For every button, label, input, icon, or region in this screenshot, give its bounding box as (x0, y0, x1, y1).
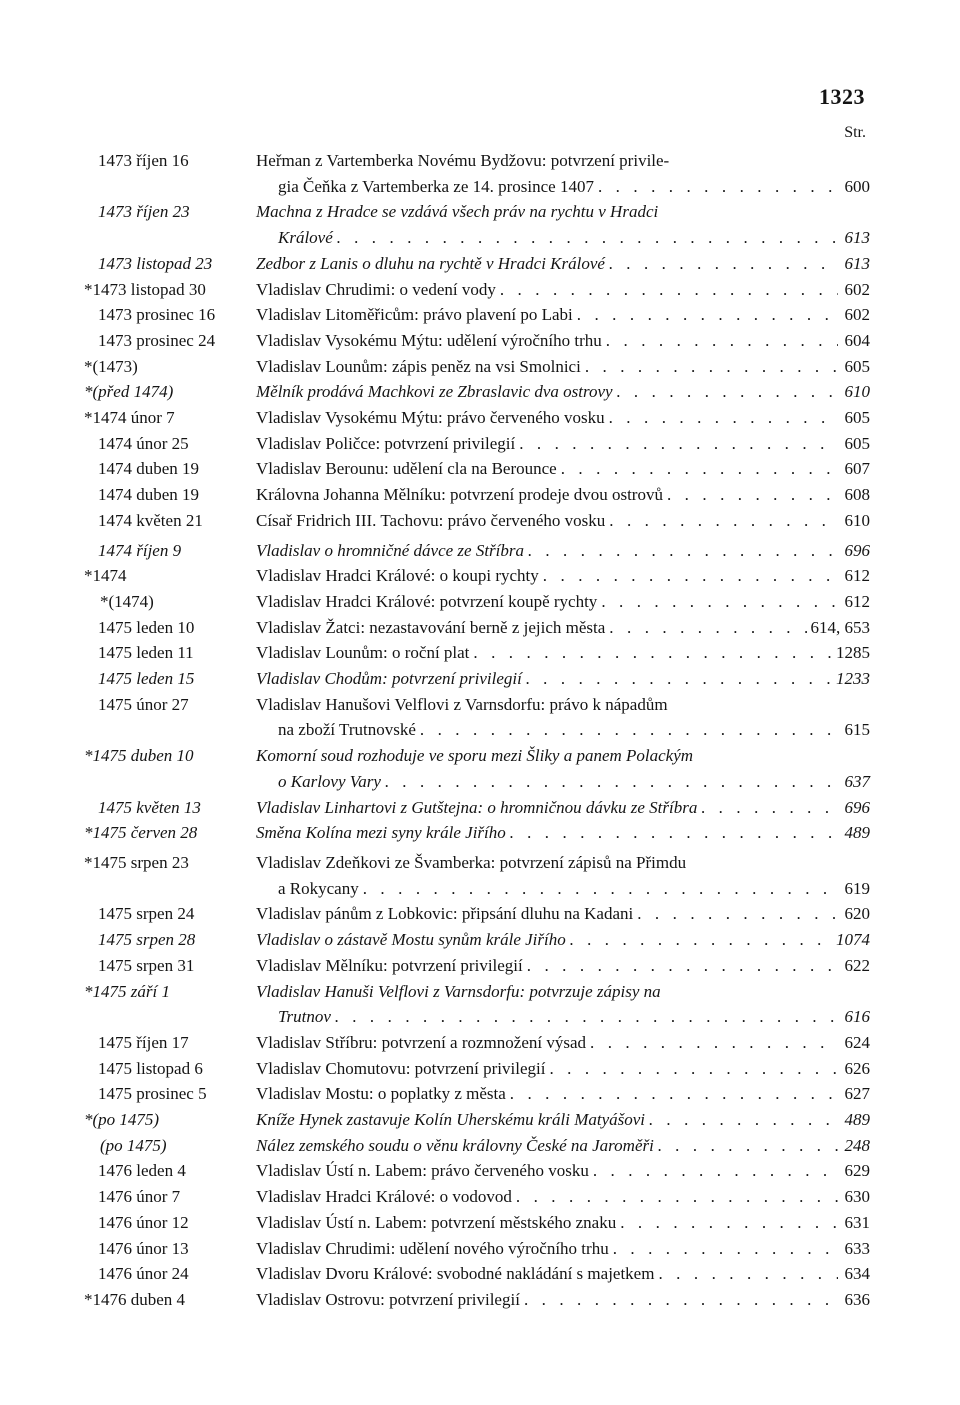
entry-description: Vladislav pánům z Lobkovic: připsání dluhu na Kadani (256, 904, 634, 924)
dot-leader (581, 354, 838, 380)
entry-description: Zedbor z Lanis o dluhu na rychtě v Hradci Králové (256, 253, 605, 273)
entry-description: Vladislav Chomutovu: potvrzení privilegií (256, 1058, 546, 1078)
entry-body (256, 743, 870, 794)
entry-page-ref: 610 (844, 382, 870, 402)
entry-description: Vladislav Zdeňkovi ze Švamberka: potvrzení zápisů na Přimdu (256, 852, 687, 872)
entry-line (256, 328, 870, 354)
entry-page-ref: 1233 (836, 669, 870, 689)
entry-date: 1475 únor 27 (98, 694, 189, 714)
index-entry (84, 1158, 870, 1184)
entry-page-ref: 489 (844, 823, 870, 843)
index-entry (84, 277, 870, 303)
dot-leader (520, 1287, 838, 1313)
index-entry (84, 199, 870, 250)
entry-page-ref: 624 (844, 1032, 870, 1052)
entry-page-ref: 600 (844, 176, 870, 196)
dot-leader (469, 640, 832, 666)
entry-date: 1476 únor 13 (98, 1238, 189, 1258)
entry-description: Vladislav Vysokému Mýtu: udělení výročního trhu (256, 330, 602, 350)
entry-body (256, 1236, 870, 1262)
dot-leader (359, 876, 838, 902)
entry-description: Vladislav Lounům: o roční plat (256, 643, 470, 663)
index-entry (84, 979, 870, 1030)
entry-description: Vladislav Chrudimi: o vedení vody (256, 279, 496, 299)
entry-page-ref: 616 (844, 1007, 870, 1027)
index-entry (84, 927, 870, 953)
entry-description: Heřman z Vartemberka Novému Bydžovu: potvrzení privile- (256, 151, 670, 170)
entry-description: Vladislav o zástavě Mostu synům krále Jiřího (256, 930, 566, 950)
index-entry (84, 1184, 870, 1210)
entry-list (84, 148, 870, 1313)
entry-body (256, 589, 870, 615)
entry-page-ref: 614, 653 (810, 617, 870, 637)
dot-leader (616, 1210, 838, 1236)
entry-page-ref: 627 (844, 1084, 870, 1104)
entry-date: *1475 srpen 23 (84, 852, 189, 872)
dot-leader (697, 795, 838, 821)
entry-body (256, 820, 870, 846)
entry-description: Vladislav Dvoru Králové: svobodné nakládání s majetkem (256, 1264, 655, 1284)
entry-date: 1475 srpen 31 (98, 955, 195, 975)
entry-page-ref: 626 (844, 1058, 870, 1078)
entry-date: (po 1475) (100, 1135, 167, 1155)
entry-body (256, 199, 870, 250)
index-entry (84, 1287, 870, 1313)
entry-description: Vladislav Hanušovi Velflovi z Varnsdorfu: právo k nápadům (256, 694, 668, 714)
entry-body (256, 405, 870, 431)
index-entry (84, 538, 870, 564)
entry-line (256, 354, 870, 380)
entry-line (256, 615, 870, 641)
index-entry (84, 148, 870, 199)
entry-body (256, 482, 870, 508)
entry-page-ref: 619 (844, 878, 870, 898)
index-entry (84, 354, 870, 380)
entry-description: Vladislav Žatci: nezastavování berně z jejich města (256, 617, 606, 637)
entry-date: 1474 duben 19 (98, 459, 200, 479)
index-entry (84, 743, 870, 794)
entry-page-ref: 605 (844, 356, 870, 376)
entry-description: Kníže Hynek zastavuje Kolín Uherskému králi Matyášovi (256, 1110, 646, 1130)
dot-leader (545, 1056, 838, 1082)
entry-body (256, 640, 870, 666)
entry-description: Vladislav Ostrovu: potvrzení privilegií (256, 1289, 520, 1309)
entry-line (256, 1158, 870, 1184)
entry-line (256, 148, 870, 174)
index-entry (84, 251, 870, 277)
entry-date: *1475 červen 28 (84, 823, 198, 843)
entry-line (256, 431, 870, 457)
entry-page-ref: 633 (844, 1238, 870, 1258)
entry-description: Vladislav Chodům: potvrzení privilegií (256, 669, 522, 689)
entry-body (256, 379, 870, 405)
dot-leader (594, 174, 838, 200)
entry-line (256, 405, 870, 431)
entry-body (256, 1287, 870, 1313)
entry-line (256, 666, 870, 692)
entry-description: Vladislav Litoměřicům: právo plavení po Labi (256, 305, 573, 325)
entry-date: 1473 říjen 23 (98, 202, 190, 222)
entry-date: 1475 leden 15 (98, 669, 195, 689)
entry-body (256, 1261, 870, 1287)
entry-line (256, 717, 870, 743)
entry-description: Vladislav Chrudimi: udělení nového výročního trhu (256, 1238, 609, 1258)
entry-date: *1474 únor 7 (84, 408, 175, 428)
entry-date: 1474 únor 25 (98, 433, 189, 453)
dot-leader (523, 953, 838, 979)
index-entry (84, 456, 870, 482)
entry-body (256, 563, 870, 589)
entry-page-ref: 615 (844, 720, 870, 740)
entry-page-ref: 696 (844, 797, 870, 817)
entry-body (256, 1184, 870, 1210)
entry-body (256, 1133, 870, 1159)
entry-date: *(po 1475) (84, 1110, 160, 1130)
entry-line (256, 456, 870, 482)
entry-body (256, 927, 870, 953)
entry-page-ref: 605 (844, 408, 870, 428)
entry-date: 1475 leden 10 (98, 617, 195, 637)
dot-leader (573, 302, 838, 328)
entry-body (256, 277, 870, 303)
entry-date: 1475 leden 11 (98, 643, 194, 663)
dot-leader (566, 927, 832, 953)
entry-body (256, 1107, 870, 1133)
dot-leader (589, 1158, 838, 1184)
dot-leader (416, 717, 838, 743)
entry-description: Vladislav Hradci Králové: o koupi rychty (256, 566, 539, 586)
entry-line (256, 692, 870, 718)
entry-description: Vladislav Mělníku: potvrzení privilegií (256, 955, 523, 975)
entry-date: 1476 únor 24 (98, 1264, 189, 1284)
index-entry (84, 1107, 870, 1133)
entry-body (256, 850, 870, 901)
dot-leader (522, 666, 832, 692)
dot-leader (609, 1236, 838, 1262)
entry-body (256, 953, 870, 979)
entry-page-ref: 634 (844, 1264, 870, 1284)
entry-body (256, 795, 870, 821)
entry-body (256, 251, 870, 277)
entry-line (256, 199, 870, 225)
entry-description: Trutnov (278, 1007, 331, 1027)
dot-leader (331, 1004, 838, 1030)
entry-date: 1475 srpen 28 (98, 930, 196, 950)
dot-leader (605, 251, 838, 277)
entry-body (256, 1056, 870, 1082)
entry-description: Vladislav Hanuši Velflovi z Varnsdorfu: potvrzuje zápisy na (256, 981, 661, 1001)
entry-page-ref: 610 (844, 510, 870, 530)
entry-page-ref: 613 (844, 228, 870, 248)
entry-date: 1473 listopad 23 (98, 253, 213, 273)
entry-date: 1475 listopad 6 (98, 1058, 203, 1078)
entry-date: *(před 1474) (84, 382, 174, 402)
dot-leader (506, 1081, 838, 1107)
entry-page-ref: 604 (844, 330, 870, 350)
index-entry (84, 563, 870, 589)
index-entry (84, 901, 870, 927)
entry-description: Vladislav Hradci Králové: o vodovod (256, 1187, 512, 1207)
entry-description: Vladislav Mostu: o poplatky z města (256, 1084, 506, 1104)
entry-line (256, 563, 870, 589)
index-entry (84, 328, 870, 354)
entry-description: Vladislav Hradci Králové: potvrzení koupě rychty (256, 591, 598, 611)
entry-description: Královna Johanna Mělníku: potvrzení prodeje dvou ostrovů (256, 485, 663, 505)
entry-body (256, 1081, 870, 1107)
entry-line (256, 482, 870, 508)
entry-line (256, 379, 870, 405)
entry-page-ref: 631 (844, 1212, 870, 1232)
dot-leader (654, 1261, 838, 1287)
entry-line (256, 876, 870, 902)
entry-description: na zboží Trutnovské (278, 720, 416, 740)
entry-line (256, 277, 870, 303)
entry-line (256, 1107, 870, 1133)
entry-description: Směna Kolína mezi syny krále Jiřího (256, 823, 506, 843)
entry-body (256, 354, 870, 380)
entry-date: 1476 leden 4 (98, 1161, 186, 1181)
index-entry (84, 589, 870, 615)
entry-line (256, 1056, 870, 1082)
entry-description: Nález zemského soudu o věnu královny České na Jaroměři (256, 1135, 654, 1155)
entry-line (256, 538, 870, 564)
entry-description: gia Čeňka z Vartemberka ze 14. prosince 1407 (278, 176, 594, 196)
entry-body (256, 692, 870, 743)
index-entry (84, 692, 870, 743)
entry-body (256, 148, 870, 199)
entry-date: 1475 květen 13 (98, 797, 201, 817)
entry-line (256, 1287, 870, 1313)
entry-body (256, 1210, 870, 1236)
entry-line (256, 174, 870, 200)
entry-description: Komorní soud rozhoduje ve sporu mezi Šliky a panem Polackým (256, 746, 694, 766)
index-entry (84, 508, 870, 534)
index-entry (84, 1236, 870, 1262)
entry-line (256, 1210, 870, 1236)
entry-body (256, 901, 870, 927)
dot-leader (654, 1133, 838, 1159)
index-entry (84, 482, 870, 508)
entry-page-ref: 613 (844, 253, 870, 273)
entry-page-ref: 1074 (836, 930, 870, 950)
page-number: 1323 (819, 84, 865, 109)
index-entry (84, 640, 870, 666)
entry-page-ref: 612 (844, 566, 870, 586)
index-entry (84, 820, 870, 846)
entry-description: Císař Fridrich III. Tachovu: právo červeného vosku (256, 510, 606, 530)
dot-leader (539, 563, 838, 589)
entry-line (256, 1236, 870, 1262)
entry-page-ref: 636 (844, 1289, 870, 1309)
entry-line (256, 1261, 870, 1287)
entry-body (256, 1158, 870, 1184)
entry-description: Vladislav Ústí n. Labem: potvrzení městského znaku (256, 1212, 617, 1232)
entry-description: Králové (278, 228, 333, 248)
entry-date: 1475 říjen 17 (98, 1032, 189, 1052)
entry-line (256, 589, 870, 615)
entry-date: 1473 prosinec 24 (98, 330, 216, 350)
dot-leader (605, 508, 838, 534)
entry-description: Mělník prodává Machkovi ze Zbraslavic dva ostrovy (256, 382, 613, 402)
entry-page-ref: 612 (844, 591, 870, 611)
dot-leader (524, 538, 838, 564)
entry-body (256, 666, 870, 692)
index-entry (84, 1081, 870, 1107)
entry-line (256, 1133, 870, 1159)
entry-line (256, 953, 870, 979)
entry-date: *1473 listopad 30 (84, 279, 206, 299)
index-entry (84, 1056, 870, 1082)
entry-page-ref: 630 (844, 1187, 870, 1207)
index-entry (84, 615, 870, 641)
entry-date: 1475 srpen 24 (98, 904, 195, 924)
entry-body (256, 508, 870, 534)
entry-line (256, 927, 870, 953)
entry-date: *1474 (84, 566, 127, 586)
entry-line (256, 769, 870, 795)
entry-date: 1474 říjen 9 (98, 540, 182, 560)
entry-description: Vladislav Stříbru: potvrzení a rozmnožení výsad (256, 1032, 586, 1052)
entry-body (256, 456, 870, 482)
entry-description: Vladislav Vysokému Mýtu: právo červeného vosku (256, 408, 605, 428)
entry-description: Vladislav Ústí n. Labem: právo červeného vosku (256, 1161, 589, 1181)
index-entry (84, 405, 870, 431)
entry-line (256, 850, 870, 876)
index-entry (84, 302, 870, 328)
entry-page-ref: 607 (844, 459, 870, 479)
entry-line (256, 820, 870, 846)
dot-leader (597, 589, 838, 615)
dot-leader (515, 431, 838, 457)
entry-page-ref: 602 (844, 279, 870, 299)
dot-leader (663, 482, 838, 508)
index-entry (84, 795, 870, 821)
entry-line (256, 743, 870, 769)
entry-line (256, 508, 870, 534)
dot-leader (381, 769, 838, 795)
entry-page-ref: 605 (844, 433, 870, 453)
index-entry (84, 1133, 870, 1159)
dot-leader (506, 820, 838, 846)
index-entry (84, 953, 870, 979)
dot-leader (645, 1107, 838, 1133)
entry-date: 1473 prosinec 16 (98, 305, 216, 325)
entry-body (256, 1030, 870, 1056)
entry-line (256, 1004, 870, 1030)
page-column-label: Str. (844, 124, 866, 141)
dot-leader (613, 379, 838, 405)
dot-leader (586, 1030, 838, 1056)
entry-date: *1476 duben 4 (84, 1289, 186, 1309)
entry-page-ref: 696 (844, 540, 870, 560)
entry-line (256, 1030, 870, 1056)
entry-page-ref: 637 (844, 771, 870, 791)
entry-line (256, 979, 870, 1005)
entry-description: Vladislav Berounu: udělení cla na Berounce (256, 459, 557, 479)
entry-description: Vladislav o hromničné dávce ze Stříbra (256, 540, 525, 560)
entry-date: *1475 duben 10 (84, 746, 194, 766)
entry-date: *1475 září 1 (84, 981, 170, 1001)
entry-line (256, 225, 870, 251)
entry-date: 1476 únor 12 (98, 1212, 189, 1232)
entry-line (256, 251, 870, 277)
dot-leader (602, 328, 838, 354)
entry-date: 1476 únor 7 (98, 1187, 181, 1207)
entry-body (256, 302, 870, 328)
entry-body (256, 431, 870, 457)
dot-leader (496, 277, 838, 303)
entry-description: Vladislav Lounům: zápis peněz na vsi Smolnici (256, 356, 581, 376)
entry-page-ref: 629 (844, 1161, 870, 1181)
entry-description: Vladislav Linhartovi z Gutštejna: o hromničnou dávku ze Stříbra (256, 797, 698, 817)
entry-line (256, 302, 870, 328)
entry-date: 1474 duben 19 (98, 485, 200, 505)
entry-line (256, 1184, 870, 1210)
entry-description: Machna z Hradce se vzdává všech práv na rychtu v Hradci (256, 202, 659, 222)
entry-page-ref: 602 (844, 305, 870, 325)
entry-line (256, 1081, 870, 1107)
index-entry (84, 1210, 870, 1236)
entry-date: *(1474) (100, 591, 154, 611)
index-entry (84, 1261, 870, 1287)
dot-leader (333, 225, 838, 251)
entry-page-ref: 620 (844, 904, 870, 924)
index-entry (84, 431, 870, 457)
entry-page-ref: 622 (844, 955, 870, 975)
index-entry (84, 850, 870, 901)
entry-line (256, 640, 870, 666)
entry-line (256, 795, 870, 821)
entry-date: 1474 květen 21 (98, 510, 203, 530)
dot-leader (605, 615, 806, 641)
dot-leader (633, 901, 838, 927)
entry-page-ref: 1285 (836, 643, 870, 663)
entry-page-ref: 608 (844, 485, 870, 505)
entry-page-ref: 248 (844, 1135, 870, 1155)
entry-body (256, 615, 870, 641)
dot-leader (557, 456, 838, 482)
entry-description: a Rokycany (278, 878, 359, 898)
entry-page-ref: 489 (844, 1110, 870, 1130)
entry-body (256, 328, 870, 354)
index-entry (84, 666, 870, 692)
dot-leader (512, 1184, 838, 1210)
index-entry (84, 379, 870, 405)
entry-body (256, 538, 870, 564)
entry-date: 1473 říjen 16 (98, 151, 189, 170)
dot-leader (605, 405, 838, 431)
entry-description: o Karlovy Vary (278, 771, 381, 791)
entry-body (256, 979, 870, 1030)
entry-description: Vladislav Poličce: potvrzení privilegií (256, 433, 516, 453)
entry-date: 1475 prosinec 5 (98, 1084, 207, 1104)
index-entry (84, 1030, 870, 1056)
entry-line (256, 901, 870, 927)
entry-date: *(1473) (84, 356, 138, 376)
